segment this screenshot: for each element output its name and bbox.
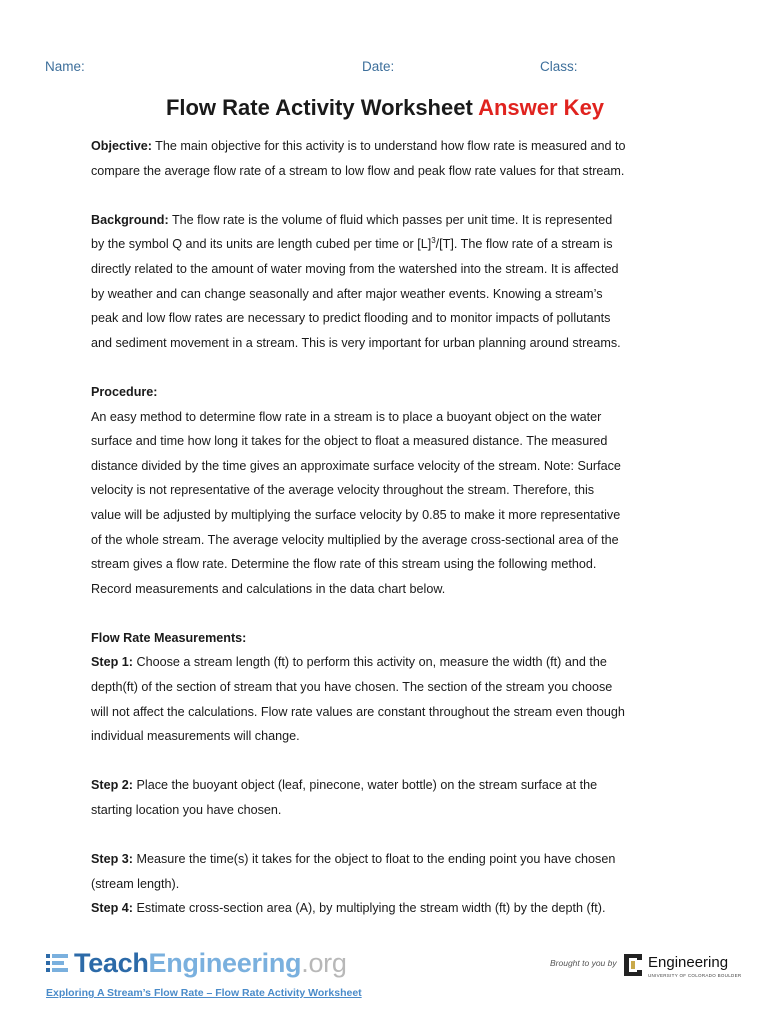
procedure-heading xyxy=(91,380,691,405)
teachengineering-logo-icon xyxy=(46,950,70,981)
cu-logo-icon xyxy=(621,952,645,983)
step4-text-1: Estimate cross-section area (A), by multiplying the stream width (ft) by the depth (ft). xyxy=(133,901,606,916)
step1-line-3: will not affect the calculations. Flow rate values are constant throughout the stream even though xyxy=(91,704,625,719)
background-line-1 xyxy=(91,208,691,233)
step2-text-1: Place the buoyant object (leaf, pinecone, water bottle) on the stream surface at the xyxy=(133,778,598,793)
step1-line-2: depth(ft) of the section of stream that you have chosen. The section of the stream you choose xyxy=(91,680,613,695)
step3-line-1 xyxy=(91,847,691,872)
measurements-heading xyxy=(91,626,691,651)
step4-line-1 xyxy=(91,896,691,921)
procedure-line: of the whole stream. The average velocity multiplied by the average cross-sectional area of the xyxy=(91,532,619,547)
step4-label: Step 4: xyxy=(91,901,133,916)
title-main: Flow Rate Activity Worksheet xyxy=(165,95,479,120)
procedure-line: stream gives a flow rate. Determine the flow rate of this stream using the following method. xyxy=(91,557,597,572)
procedure-label: Procedure: xyxy=(91,384,158,399)
footer-worksheet-link[interactable]: Exploring A Stream’s Flow Rate – Flow Rate Activity Worksheet xyxy=(46,987,362,999)
background-label: Background: xyxy=(91,212,169,227)
brought-by-text: Brought to you by xyxy=(550,958,617,968)
logo-org: .org xyxy=(301,948,347,978)
objective-line-2: compare the average flow rate of a stream to low flow and peak flow rate values for that stream. xyxy=(91,163,625,178)
procedure-line: surface and time how long it takes for the object to float a measured distance. The measured xyxy=(91,434,608,449)
step2-line-1 xyxy=(91,773,691,798)
background-text-2a: by the symbol Q and its units are length cubed per time or [L] xyxy=(91,237,432,252)
teachengineering-logo xyxy=(46,948,347,981)
worksheet-body xyxy=(91,134,691,921)
procedure-line: distance divided by the time gives an approximate surface velocity of the stream. Note: Surface xyxy=(91,458,621,473)
step2-line-2: starting location you have chosen. xyxy=(91,803,282,818)
step3-label: Step 3: xyxy=(91,852,133,867)
procedure-line: value will be adjusted by multiplying the surface velocity by 0.85 to make it more representative xyxy=(91,507,621,522)
measurements-label: Flow Rate Measurements: xyxy=(91,630,247,645)
date-label: Date: xyxy=(362,59,395,74)
procedure-line: Record measurements and calculations in the data chart below. xyxy=(91,581,446,596)
step1-line-4: individual measurements will change. xyxy=(91,729,300,744)
step2-label: Step 2: xyxy=(91,778,133,793)
step1-text-1: Choose a stream length (ft) to perform this activity on, measure the width (ft) and the xyxy=(133,655,607,670)
procedure-line: velocity is not representative of the average velocity throughout the stream. Therefore, this xyxy=(91,483,595,498)
objective-text-1: The main objective for this activity is to understand how flow rate is measured and to xyxy=(151,139,626,153)
procedure-line: An easy method to determine flow rate in a stream is to place a buoyant object on the water xyxy=(91,409,602,424)
page-title xyxy=(0,95,770,121)
name-label: Name: xyxy=(45,59,85,74)
step3-text-1: Measure the time(s) it takes for the object to float to the ending point you have chosen xyxy=(133,852,616,867)
objective-line-1 xyxy=(91,134,691,159)
background-line-6: and sediment movement in a stream. This is very important for urban planning around streams. xyxy=(91,335,621,350)
logo-engineering: Engineering xyxy=(148,948,302,978)
background-line-2 xyxy=(91,232,691,257)
title-answer-key: Answer Key xyxy=(478,95,605,120)
step1-label: Step 1: xyxy=(91,655,133,670)
step3-line-2: (stream length). xyxy=(91,876,180,891)
partner-name: Engineering xyxy=(648,954,729,971)
background-line-3: directly related to the amount of water moving from the watershed into the stream. It is affected xyxy=(91,261,619,276)
background-superscript: 3 xyxy=(431,236,436,246)
background-text-1: The flow rate is the volume of fluid which passes per unit time. It is represented xyxy=(168,212,613,227)
class-label: Class: xyxy=(540,59,578,74)
background-line-5: peak and low flow rates are necessary to predict flooding and to monitor impacts of pollutants xyxy=(91,311,611,326)
background-line-4: by weather and can change seasonally and after major weather events. Knowing a stream’s xyxy=(91,286,603,301)
logo-teach: Teach xyxy=(74,948,149,978)
partner-subtitle: UNIVERSITY OF COLORADO BOULDER xyxy=(648,973,742,978)
step1-line-1 xyxy=(91,650,691,675)
objective-label: Objective: xyxy=(91,139,152,153)
background-text-2b: /[T]. The flow rate of a stream is xyxy=(435,237,613,252)
